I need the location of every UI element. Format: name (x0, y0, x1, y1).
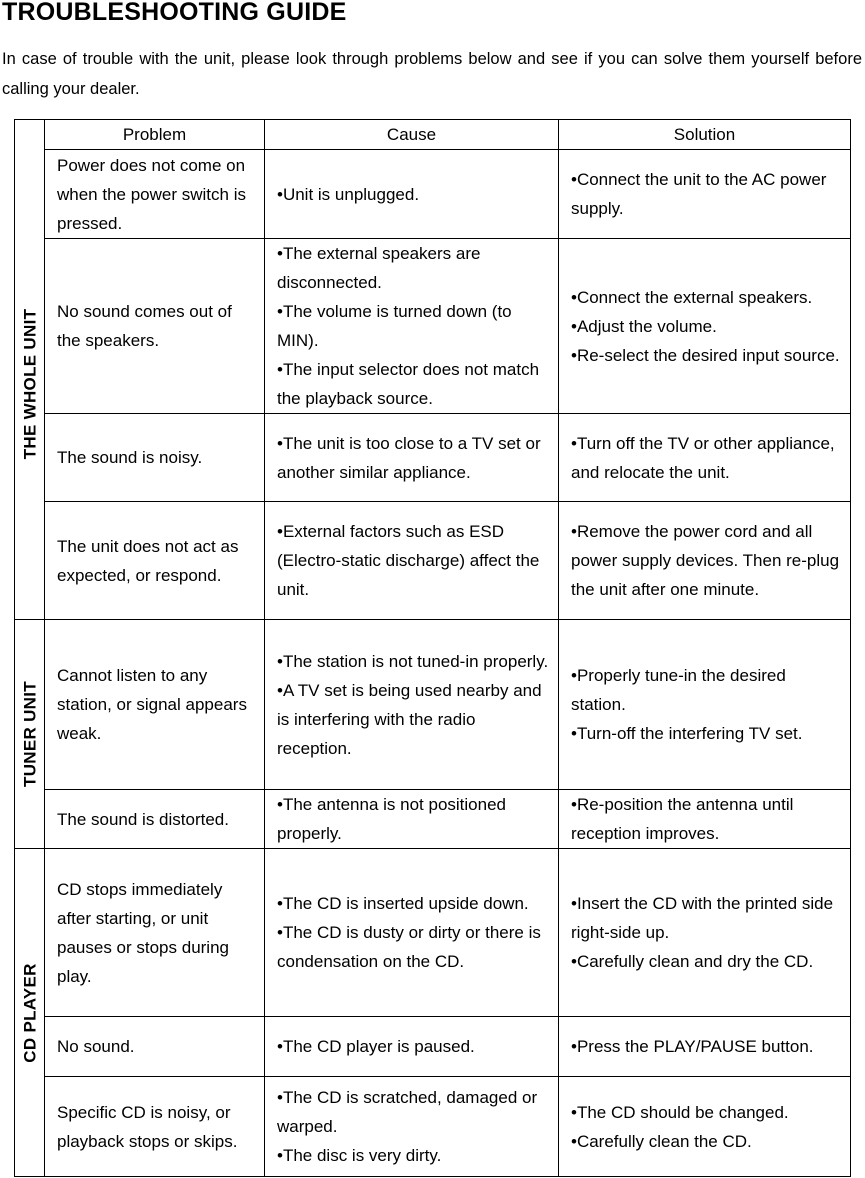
page-title: TROUBLESHOOTING GUIDE (2, 0, 347, 26)
section-cell-tuner-unit (15, 620, 45, 849)
problem-text: Power does not come on when the power switch is pressed. (57, 155, 246, 233)
cause-item: • The CD player is paused. (277, 1037, 475, 1056)
problem-text: The sound is noisy. (57, 448, 203, 467)
cause-item: • The CD is scratched, damaged or warped. (277, 1088, 537, 1136)
solution-item: • Connect the unit to the AC power supply. (571, 170, 826, 218)
solution-cell (559, 620, 851, 790)
solution-cell (559, 1077, 851, 1177)
solution-cell (559, 790, 851, 849)
problem-text: The sound is distorted. (57, 809, 229, 829)
problem-cell (45, 414, 265, 502)
table-row (15, 1077, 851, 1177)
problem-cell (45, 620, 265, 790)
cause-item: • The CD is dusty or dirty or there is condensation on the CD. (277, 923, 541, 971)
cause-cell (265, 1077, 559, 1177)
header-row (15, 120, 851, 150)
section-header-cell (15, 120, 45, 150)
problem-text: Cannot listen to any station, or signal appears weak. (57, 666, 247, 743)
cause-item: • The input selector does not match the playback source. (277, 360, 539, 408)
solution-item: • Re-position the antenna until reception improves. (571, 795, 793, 843)
problem-cell (45, 790, 265, 849)
solution-cell (559, 1017, 851, 1077)
solution-item: • Connect the external speakers. (571, 288, 812, 307)
cause-header: Cause (265, 120, 559, 150)
cause-item: • The station is not tuned-in properly. (277, 652, 548, 671)
problem-text: No sound comes out of the speakers. (57, 302, 232, 350)
solution-cell (559, 150, 851, 239)
problem-text: CD stops immediately after starting, or unit pauses or stops during play. (57, 879, 229, 986)
problem-text: Specific CD is noisy, or playback stops or skips. (57, 1102, 238, 1151)
cause-item: • The volume is turned down (to MIN). (277, 302, 512, 350)
table-row (15, 150, 851, 239)
solution-cell (559, 239, 851, 414)
solution-item: • Press the PLAY/PAUSE button. (571, 1037, 814, 1056)
cause-item: • The external speakers are disconnected. (277, 244, 480, 292)
cause-cell (265, 849, 559, 1017)
intro-paragraph: In case of trouble with the unit, please look through problems below and see if you can solve them yourself before calling your dealer. (2, 50, 862, 98)
problem-cell (45, 150, 265, 239)
table-row (15, 414, 851, 502)
cause-cell (265, 150, 559, 239)
cause-item: • External factors such as ESD (Electro-static discharge) affect the unit. (277, 522, 539, 599)
cause-cell (265, 502, 559, 620)
solution-cell (559, 502, 851, 620)
solution-item: • Properly tune-in the desired station. (571, 666, 786, 714)
solution-item: • Remove the power cord and all power supply devices. Then re-plug the unit after one minute. (571, 522, 839, 599)
cause-item: • The disc is very dirty. (277, 1146, 441, 1165)
cause-item: • The antenna is not positioned properly. (277, 795, 506, 843)
table-row (15, 1017, 851, 1077)
solution-header: Solution (559, 120, 851, 150)
solution-item: • Turn off the TV or other appliance, and relocate the unit. (571, 434, 835, 482)
table-row (15, 239, 851, 414)
problem-cell (45, 849, 265, 1017)
cause-item: • A TV set is being used nearby and is interfering with the radio reception. (277, 681, 542, 758)
cause-cell (265, 414, 559, 502)
solution-item: • Carefully clean the CD. (571, 1132, 752, 1151)
problem-cell (45, 502, 265, 620)
solution-item: • Insert the CD with the printed side right-side up. (571, 894, 833, 942)
cause-cell (265, 239, 559, 414)
cause-item: • Unit is unplugged. (277, 185, 419, 204)
problem-cell (45, 1077, 265, 1177)
section-label: CD PLAYER (20, 962, 39, 1063)
cause-item: • The CD is inserted upside down. (277, 894, 529, 913)
table-row (15, 849, 851, 1017)
solution-item: • Adjust the volume. (571, 317, 717, 336)
solution-item: • Turn-off the interfering TV set. (571, 724, 802, 743)
cause-item: • The unit is too close to a TV set or another similar appliance. (277, 434, 541, 482)
problem-cell (45, 1017, 265, 1077)
problem-text: The unit does not act as expected, or respond. (57, 536, 239, 585)
solution-item: • The CD should be changed. (571, 1103, 789, 1122)
section-cell-whole-unit (15, 150, 45, 620)
solution-cell (559, 414, 851, 502)
problem-text: No sound. (57, 1037, 135, 1056)
solution-item: • Carefully clean and dry the CD. (571, 952, 813, 971)
table-row (15, 502, 851, 620)
section-cell-cd-player (15, 849, 45, 1177)
section-label: TUNER UNIT (20, 681, 39, 787)
table-row (15, 620, 851, 790)
cause-cell (265, 1017, 559, 1077)
problem-header: Problem (45, 120, 265, 150)
solution-cell (559, 849, 851, 1017)
cause-cell (265, 790, 559, 849)
solution-item: • Re-select the desired input source. (571, 346, 840, 365)
table-row (15, 790, 851, 849)
problem-cell (45, 239, 265, 414)
troubleshooting-table (14, 119, 851, 1177)
section-label: THE WHOLE UNIT (20, 308, 39, 460)
cause-cell (265, 620, 559, 790)
